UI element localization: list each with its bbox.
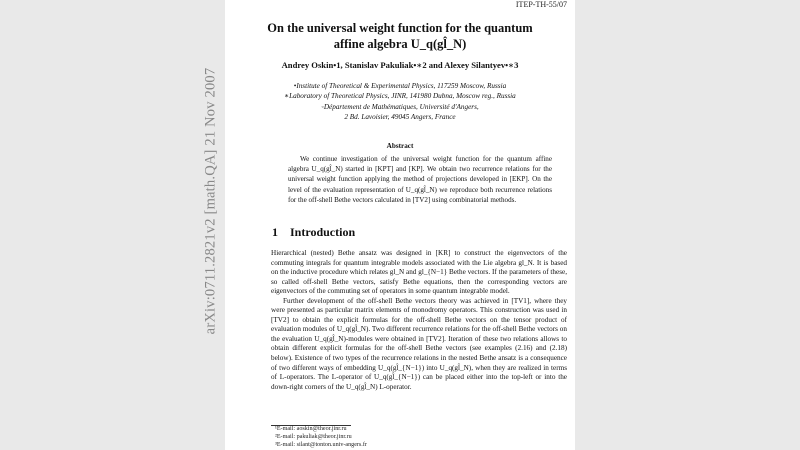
paragraph: Hierarchical (nested) Bethe ansatz was designed in [KR] to construct the eigenvectors of the commuting integrals for quantum integrable models associated with the Lie algebra gl_N. It is based on the inductive procedure which relates gl_N and gl_{N−1} Bethe vectors. If the parameters of these, so called off-shell Bethe vectors, satisfy Bethe equations, then the corresponding vectors are eigenvectors of the commuting set of operators in some quantum integrable model.: [271, 249, 567, 296]
arxiv-id: arXiv:0711.2821v2 [math.QA] 21 Nov 2007: [202, 67, 219, 335]
title-line-1: On the universal weight function for the quantum: [267, 21, 533, 35]
affiliation-angers: ◦Département de Mathématiques, Université d'Angers,: [321, 102, 479, 111]
section-heading: [272, 225, 355, 240]
authors: Andrey Oskin•1, Stanislav Pakuliak•∗2 and Alexey Silantyev•∗3: [281, 60, 519, 70]
footnote-3: ³E-mail: silant@tonton.univ-angers.fr: [275, 442, 367, 448]
affiliation-address: 2 Bd. Lavoisier, 49045 Angers, France: [344, 112, 456, 121]
section-number: 1: [272, 225, 278, 239]
report-id: ITEP-TH-55/07: [515, 0, 567, 9]
affiliation-itep: •Institute of Theoretical & Experimental Physics, 117259 Moscow, Russia: [293, 82, 507, 90]
paragraph: Further development of the off-shell Bethe vectors theory was achieved in [TV1], where they were presented as particular matrix elements of monodromy operators. This construction was used in [TV2] to obtain the explicit formulas for the off-shell Bethe vectors on the tensor product of evaluation modules of U_q(gl̂_N). Two different recurrence relations for the off-shell Bethe vectors on the evaluation U_q(gl̂_N)-modules were obtained in [TV2]. Iteration of these two relations allows to obtain different explicit formulas for the off-shell Bethe vectors (see examples (2.16) and (2.18) below). Existence of two types of the recurrence relations in the nested Bethe ansatz is a consequence of two different ways of embedding U_q(gl̂_{N−1}) into U_q(gl̂_N), when they are realized in terms of L-operators. The L-operator of U_q(gl̂_{N−1}) can be placed either into the top-left or into the down-right corners of the U_q(gl̂_N) L-operator.: [271, 296, 567, 391]
section-title: Introduction: [290, 225, 356, 239]
footnote-1: ¹E-mail: aoskin@theor.jinr.ru: [275, 426, 347, 432]
abstract-text: We continue investigation of the universal weight function for the quantum affine algebra U_q(gl̂_N) started in [KPT] and [KP]. We obtain two recurrence relations for the universal weight function applying the method of projections developed in [EKP]. On the level of the evaluation representation of U_q(gl̂_N) we reproduce both recurrence relations for the off-shell Bethe vectors calculated in [TV2] using combinatorial methods.: [288, 155, 552, 204]
affiliations: [225, 81, 575, 122]
paper-title: [225, 20, 575, 52]
paper-page: [225, 0, 575, 450]
footnote-2: ²E-mail: pakuliak@theor.jinr.ru: [275, 434, 352, 440]
affiliation-jinr: ∗Laboratory of Theoretical Physics, JINR, 141980 Dubna, Moscow reg., Russia: [284, 92, 516, 101]
abstract-heading: Abstract: [386, 142, 414, 150]
title-line-2: affine algebra U_q(gl̂_N): [333, 37, 467, 51]
introduction-body: [271, 249, 567, 392]
